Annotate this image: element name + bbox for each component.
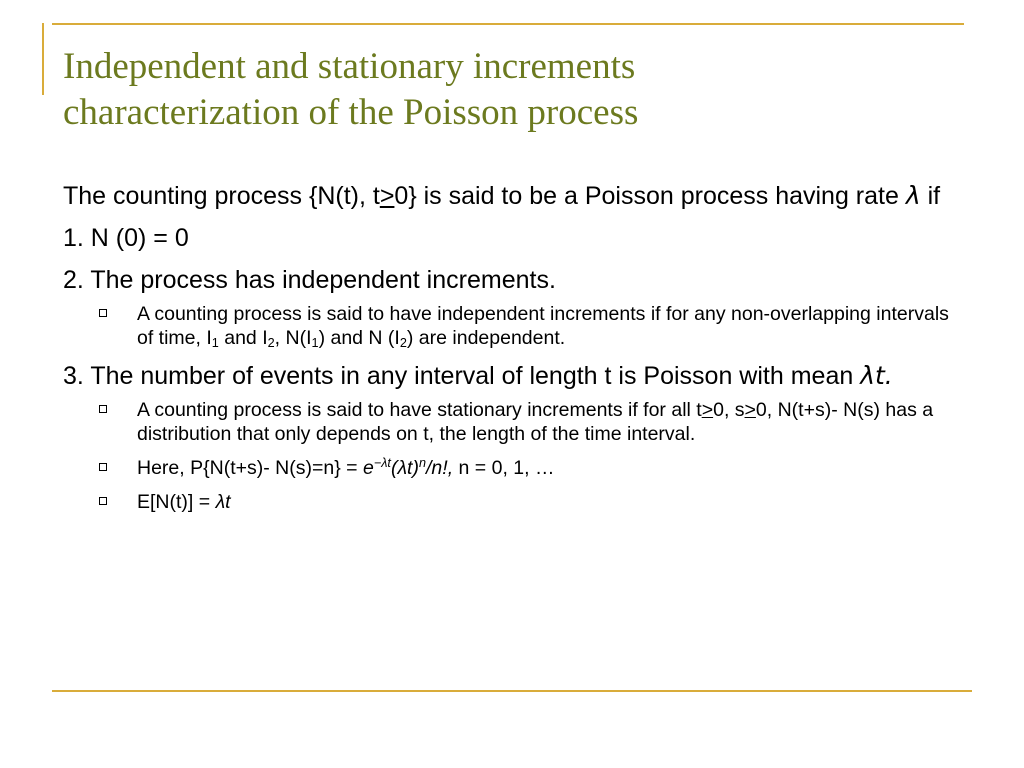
square-bullet-icon (99, 463, 107, 471)
top-rule (52, 23, 964, 25)
bottom-rule (52, 690, 972, 692)
square-bullet-icon (99, 497, 107, 505)
ge-symbol: > (379, 182, 395, 210)
bullet-poisson-probability: Here, P{N(t+s)- $N(s)=n\} = e^{-\lambda t}(\lambda t)^n/n$!, n = 0, 1, … (63, 456, 963, 480)
lambda-symbol: λ (905, 181, 921, 210)
title-line-1: Independent and stationary increments (63, 46, 636, 87)
title-line-2: characterization of the Poisson process (63, 92, 639, 133)
left-rule (42, 23, 44, 95)
bullet-independent-increments: A counting process is said to have independent increments if for any non-overlapping intervals of time, $I_1$ and $I_2$, $N(I_1)$ and N $(I_2)$ are independent. (63, 302, 963, 350)
item-1: 1. N (0) = 0 (63, 224, 189, 252)
bullet-stationary-increments: A counting process is said to have stationary increments if for all t>0, s>0, N(t+s)- N(s) has a distribution that only depends on t, the length of the time interval. (63, 398, 963, 446)
slide-title (63, 44, 963, 136)
item-3: 3. The number of events in any interval of length t is Poisson with mean λt. (63, 361, 893, 390)
square-bullet-icon (99, 405, 107, 413)
square-bullet-icon (99, 309, 107, 317)
slide-content (63, 180, 963, 514)
bullet-expectation: E[N(t)] = λt (63, 490, 963, 514)
item-2: 2. The process has independent increments. (63, 266, 556, 294)
lambda-t-symbol: λt. (860, 361, 893, 390)
intro-paragraph: The counting process {N(t), t>0} is said to be a Poisson process having rate λ if (63, 181, 941, 210)
